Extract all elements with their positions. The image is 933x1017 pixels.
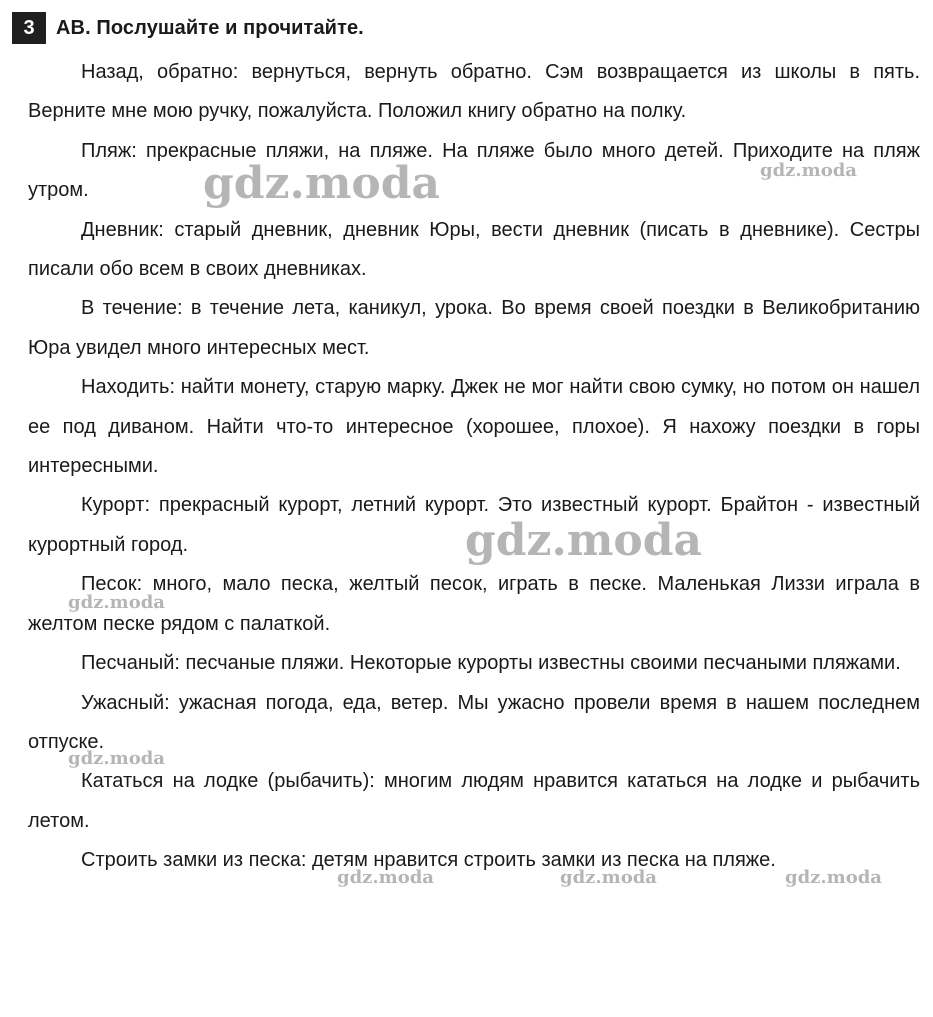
exercise-title: AB. Послушайте и прочитайте. [56,16,364,39]
paragraph-sandcastles: Строить замки из песка: детям нравится строить замки из песка на пляже. [81,849,776,872]
paragraph-boating: Кататься на лодке (рыбачить): многим людям нравится кататься на лодке и рыбачить летом. [28,770,920,832]
paragraph-sand: Песок: много, мало песка, желтый песок, играть в песке. Маленькая Лиззи играла в желтом песке рядом с палаткой. [28,573,920,635]
exercise-number-badge: 3 [12,12,46,44]
paragraph-diary: Дневник: старый дневник, дневник Юры, вести дневник (писать в дневнике). Сестры писали обо всем в своих дневниках. [28,218,920,281]
exercise-header [12,12,364,44]
paragraph-find: Находить: найти монету, старую марку. Джек не мог найти свою сумку, но потом он нашел ее под диваном. Найти что-то интересное (хорошее, плохое). Я нахожу поездки в горы интересными. [28,376,920,478]
paragraph-back: Назад, обратно: вернуться, вернуть обратно. Сэм возвращается из школы в пять. Верните мне мою ручку, пожалуйста. Положил книгу обратно на полку. [28,61,920,123]
watermark: gdz.moda [68,592,165,613]
watermark: gdz.moda [465,515,703,566]
paragraph-resort: Курорт: прекрасный курорт, летний курорт. Это известный курорт. Брайтон - известный курортный город. [28,494,920,556]
watermark: gdz.moda [785,867,882,888]
watermark: gdz.moda [560,867,657,888]
paragraph-during: В течение: в течение лета, каникул, урока. Во время своей поездки в Великобританию Юра увидел много интересных мест. [28,297,920,359]
watermark: gdz.moda [68,748,165,769]
paragraph-sandy: Песчаный: песчаные пляжи. Некоторые курорты известны своими песчаными пляжами. [81,652,901,675]
paragraph-beach: Пляж: прекрасные пляжи, на пляже. На пляже было много детей. Приходите на пляж утром. [28,139,920,202]
watermark: gdz.moda [760,160,857,181]
watermark: gdz.moda [337,867,434,888]
watermark: gdz.moda [203,158,441,209]
paragraph-terrible: Ужасный: ужасная погода, еда, ветер. Мы ужасно провели время в нашем последнем отпуске. [28,691,920,753]
